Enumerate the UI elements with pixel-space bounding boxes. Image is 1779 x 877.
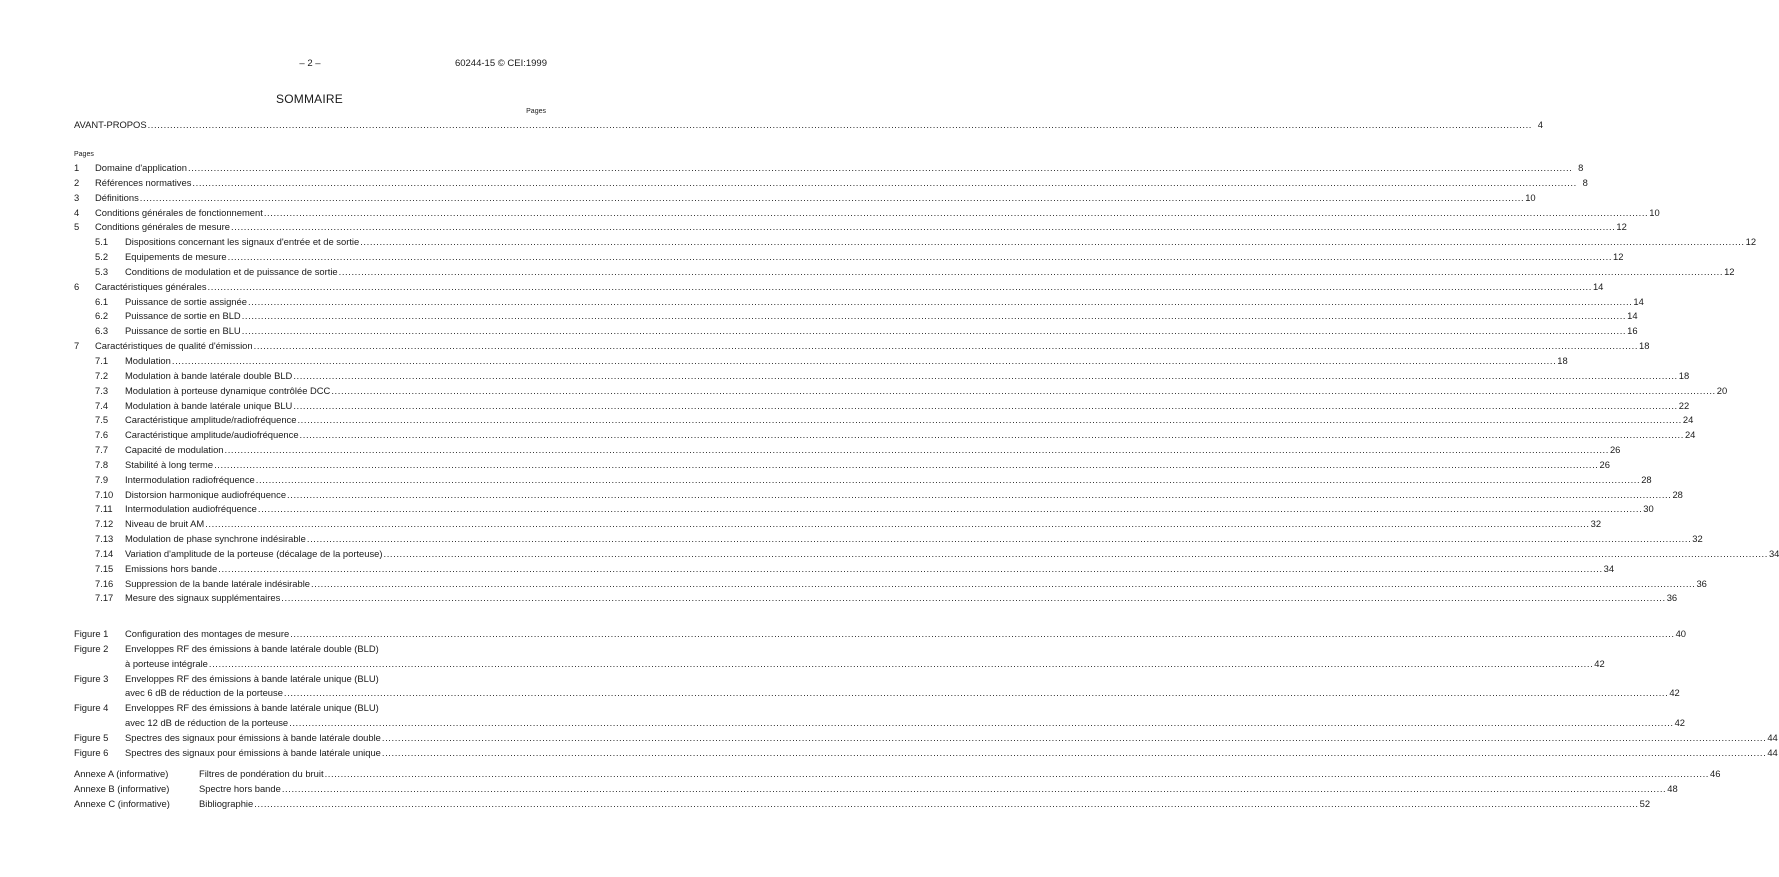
toc-row[interactable]: [74, 547, 1779, 562]
toc-entry-number: 7.13: [95, 533, 114, 545]
toc-entry-page: 28: [1672, 488, 1683, 500]
figure-caption-line: Enveloppes RF des émissions à bande latérale unique (BLU): [125, 702, 379, 714]
dot-leader: [293, 399, 1677, 414]
toc-row[interactable]: [74, 339, 1650, 354]
toc-row: [74, 716, 1685, 731]
toc-entry-page: 26: [1599, 458, 1610, 470]
toc-entry-number: 7.2: [95, 369, 109, 381]
figure-entry[interactable]: [74, 672, 1680, 702]
toc-entry-page: 12: [1613, 251, 1624, 263]
toc-entry-text: Références normatives: [95, 176, 192, 188]
figure-entry[interactable]: [74, 746, 1778, 761]
annex-title: Filtres de pondération du bruit: [199, 768, 324, 779]
toc-row[interactable]: [74, 161, 1584, 176]
toc-entry-text: Conditions de modulation et de puissance de sortie: [125, 265, 338, 277]
toc-entry-page: 28: [1641, 473, 1652, 485]
toc-row[interactable]: [74, 413, 1694, 428]
toc-row[interactable]: [74, 118, 1544, 133]
dot-leader: [264, 206, 1648, 221]
dot-leader: [242, 324, 1626, 339]
toc-entry-number: 3: [74, 191, 80, 203]
dot-leader: [231, 220, 1615, 235]
toc-entry-number: 7.1: [95, 354, 109, 366]
toc-annexes: [74, 767, 1721, 812]
figure-caption-line: avec 6 dB de réduction de la porteuse: [125, 687, 283, 699]
toc-entry-page: 16: [1627, 325, 1638, 337]
toc-entry-text: Puissance de sortie assignée: [125, 295, 247, 307]
toc-entry-text: Domaine d'application: [95, 162, 187, 173]
toc-entry-text: Intermodulation radiofréquence: [125, 473, 255, 485]
toc-entry-number: 6.1: [95, 295, 109, 307]
figure-number: Figure 2: [74, 642, 109, 654]
dot-leader: [225, 443, 1609, 458]
dot-leader: [208, 280, 1592, 295]
toc-entry-page: 18: [1639, 340, 1650, 352]
toc-row: [74, 746, 1778, 761]
pages-label-left: Pages: [74, 151, 94, 158]
dot-leader: [140, 191, 1524, 206]
toc-entry-text: Modulation à porteuse dynamique contrôlée DCC: [125, 384, 331, 396]
figure-entry[interactable]: [74, 701, 1685, 731]
toc-entry-page: 10: [1525, 191, 1536, 203]
toc-row[interactable]: [74, 488, 1683, 503]
dot-leader: [214, 458, 1598, 473]
toc-entry-number: 5.1: [95, 236, 109, 248]
toc-row[interactable]: [74, 443, 1621, 458]
toc-entry-page: 24: [1684, 429, 1696, 441]
toc-entry-number: 5.2: [95, 251, 109, 263]
toc-row[interactable]: [74, 517, 1602, 532]
toc-entry-page: 12: [1745, 236, 1757, 248]
toc-entry-text: Stabilité à long terme: [125, 458, 214, 470]
dot-leader: [281, 591, 1665, 606]
toc-row[interactable]: [74, 324, 1638, 339]
toc-entry-number: 7.4: [95, 399, 109, 411]
toc-entry-number: 7.17: [95, 592, 114, 604]
dot-leader: [311, 577, 1695, 592]
toc-entry-page: 8: [1582, 176, 1588, 188]
dot-leader: [300, 428, 1684, 443]
toc-row[interactable]: [74, 235, 1757, 250]
document-reference: 60244-15 © CEI:1999: [454, 58, 547, 69]
toc-row[interactable]: [74, 562, 1615, 577]
dot-leader: [209, 657, 1593, 672]
toc-entry-page: 8: [1578, 162, 1584, 173]
dot-leader: [297, 413, 1681, 428]
toc-entry-page: 22: [1678, 399, 1690, 411]
annex-label: Annexe B (informative): [74, 782, 170, 794]
toc-entry-text: Mesure des signaux supplémentaires: [125, 592, 281, 604]
dot-leader: [325, 767, 1709, 782]
figure-number: Figure 3: [74, 672, 109, 684]
figure-page: 44: [1767, 731, 1778, 743]
figure-caption-line: Spectres des signaux pour émissions à bande latérale double: [125, 731, 381, 743]
toc-entry-page: 14: [1633, 295, 1644, 307]
toc-entry-text: Conditions générales de mesure: [95, 221, 230, 233]
toc-entry-page: 14: [1627, 310, 1638, 322]
toc-entry-text: Modulation à bande latérale unique BLU: [125, 399, 293, 411]
toc-entry-text: Emissions hors bande: [125, 562, 218, 574]
toc-entry-number: 7.8: [95, 458, 109, 470]
toc-entry-page: 36: [1696, 577, 1707, 589]
toc-entry-text: Caractéristique amplitude/audiofréquence: [125, 429, 299, 441]
toc-row[interactable]: [74, 369, 1690, 384]
toc-entry-text: Modulation: [125, 354, 171, 366]
dot-leader: [282, 782, 1666, 797]
toc-row[interactable]: [74, 428, 1696, 443]
toc-entry-text: Dispositions concernant les signaux d'entrée et de sortie: [125, 236, 360, 248]
toc-entry-page: 30: [1643, 503, 1654, 515]
toc-row[interactable]: [74, 591, 1678, 606]
toc-entry-text: Caractéristique amplitude/radiofréquence: [125, 414, 297, 426]
figure-number: Figure 4: [74, 702, 109, 714]
toc-entry-text: Caractéristiques de qualité d'émission: [95, 340, 253, 352]
dot-leader: [258, 502, 1642, 517]
annex-page: 52: [1639, 797, 1651, 809]
figure-page: 42: [1594, 657, 1605, 669]
figure-caption-line: à porteuse intégrale: [125, 657, 208, 669]
toc-entry-page: 24: [1682, 414, 1694, 426]
toc-entry-text: Modulation de phase synchrone indésirable: [125, 533, 306, 545]
dot-leader: [360, 235, 1744, 250]
toc-entry-text: Puissance de sortie en BLD: [125, 310, 241, 322]
toc-entry-number: 7.5: [95, 414, 109, 426]
dot-leader: [307, 532, 1691, 547]
toc-entry-text: Conditions générales de fonctionnement: [95, 206, 263, 218]
toc-entry-number: 7.10: [95, 488, 114, 500]
toc-entry-text: Variation d'amplitude de la porteuse (décalage de la porteuse): [125, 547, 383, 559]
figure-page: 42: [1674, 717, 1685, 729]
figure-page: 44: [1767, 746, 1778, 758]
toc-entry-page: 26: [1609, 444, 1621, 456]
toc-entry-number: 6: [74, 280, 80, 292]
toc-entry-number: 7: [74, 340, 80, 352]
toc-row[interactable]: [74, 295, 1644, 310]
toc-entry-number: 7.11: [95, 503, 113, 515]
toc-row: [74, 686, 1680, 701]
toc-entry-number: 7.15: [95, 562, 114, 574]
figure-page: 40: [1675, 628, 1687, 639]
dot-leader: [339, 265, 1723, 280]
toc-entry-number: 2: [74, 176, 80, 188]
dot-leader: [256, 473, 1640, 488]
toc-entry-number: 7.12: [95, 518, 114, 530]
toc-entry-text: AVANT-PROPOS: [74, 119, 147, 130]
toc-entry-number: 6.3: [95, 325, 109, 337]
toc-row: [74, 731, 1778, 746]
toc-entry-text: Distorsion harmonique audiofréquence: [125, 488, 287, 500]
dot-leader: [192, 176, 1576, 191]
toc-entry-text: Intermodulation audiofréquence: [125, 503, 257, 515]
toc-row[interactable]: [74, 797, 1651, 812]
figure-caption-line: avec 12 dB de réduction de la porteuse: [125, 717, 289, 729]
dot-leader: [331, 384, 1715, 399]
toc-entry-number: 7.3: [95, 384, 109, 396]
page-title: SOMMAIRE: [276, 92, 343, 106]
dot-leader: [254, 797, 1638, 812]
toc-entry-page: 34: [1603, 562, 1615, 574]
toc-row: [74, 642, 546, 657]
toc-row: [74, 672, 546, 687]
annex-title: Bibliographie: [199, 797, 254, 809]
figure-number: Figure 6: [74, 746, 109, 758]
dot-leader: [382, 731, 1766, 746]
toc-row: [74, 627, 1687, 642]
toc-entry-page: 36: [1666, 592, 1678, 604]
figure-caption-line: Enveloppes RF des émissions à bande latérale unique (BLU): [125, 672, 379, 684]
toc-entry-text: Niveau de bruit AM: [125, 518, 205, 530]
toc-row[interactable]: [74, 502, 1654, 517]
figure-caption-line: Configuration des montages de mesure: [125, 628, 290, 639]
dot-leader: [382, 746, 1766, 761]
toc-avant-propos: [74, 118, 1544, 133]
dot-leader: [148, 118, 1532, 133]
figure-page: 42: [1669, 687, 1680, 699]
toc-row[interactable]: [74, 577, 1707, 592]
toc-row[interactable]: [74, 309, 1638, 324]
page-number: – 2 –: [299, 58, 321, 69]
dot-leader: [242, 309, 1626, 324]
toc-entry-page: 34: [1768, 547, 1779, 559]
toc-entry-page: 12: [1616, 221, 1627, 233]
toc-entry-text: Puissance de sortie en BLU: [125, 325, 241, 337]
annex-label: Annexe C (informative): [74, 797, 170, 809]
toc-entry-page: 32: [1692, 533, 1703, 545]
figure-number: Figure 1: [74, 628, 109, 639]
toc-entry-number: 7.7: [95, 444, 109, 456]
toc-entry-page: 18: [1678, 369, 1690, 381]
toc-row[interactable]: [74, 384, 1728, 399]
toc-entry-text: Suppression de la bande latérale indésirable: [125, 577, 311, 589]
toc-entry-text: Capacité de modulation: [125, 444, 224, 456]
dot-leader: [293, 369, 1677, 384]
toc-row[interactable]: [74, 782, 1678, 797]
toc-row: [74, 701, 546, 716]
toc-row[interactable]: [74, 206, 1660, 221]
dot-leader: [248, 295, 1632, 310]
dot-leader: [384, 547, 1768, 562]
toc-entry-page: 10: [1649, 206, 1660, 218]
toc-row[interactable]: [74, 250, 1624, 265]
toc-entry-page: 20: [1716, 384, 1728, 396]
toc-entry-text: Caractéristiques générales: [95, 280, 207, 292]
dot-leader: [172, 354, 1556, 369]
toc-row[interactable]: [74, 458, 1610, 473]
toc-entry-page: 12: [1724, 265, 1735, 277]
toc-entry-text: Modulation à bande latérale double BLD: [125, 369, 293, 381]
figure-caption-line: Enveloppes RF des émissions à bande latérale double (BLD): [125, 642, 379, 654]
toc-entry-number: 7.6: [95, 429, 109, 441]
toc-entry-text: Equipements de mesure: [125, 251, 227, 263]
toc-row[interactable]: [74, 767, 1721, 782]
toc-entry-page: 18: [1557, 354, 1568, 366]
toc-entry-number: 4: [74, 206, 80, 218]
figure-number: Figure 5: [74, 731, 109, 743]
pages-label-right: Pages: [526, 108, 546, 115]
figure-entry[interactable]: [74, 731, 1778, 746]
annex-label: Annexe A (informative): [74, 768, 169, 779]
toc-entry-page: 4: [1537, 119, 1544, 130]
dot-leader: [228, 250, 1612, 265]
toc-entry-number: 6.2: [95, 310, 109, 322]
toc-row[interactable]: [74, 354, 1568, 369]
annex-page: 48: [1667, 782, 1678, 794]
dot-leader: [188, 161, 1572, 176]
toc-sections: [74, 161, 1779, 606]
toc-entry-number: 7.14: [95, 547, 114, 559]
toc-entry-number: 1: [74, 162, 80, 173]
toc-row[interactable]: [74, 280, 1604, 295]
toc-row[interactable]: [74, 532, 1703, 547]
toc-entry-number: 5.3: [95, 265, 109, 277]
annex-title: Spectre hors bande: [199, 782, 281, 794]
toc-entry-text: Définitions: [95, 191, 139, 203]
toc-figures: [74, 627, 1778, 761]
figure-caption-line: Spectres des signaux pour émissions à bande latérale unique: [125, 746, 381, 758]
dot-leader: [254, 339, 1638, 354]
toc-entry-number: 7.16: [95, 577, 114, 589]
dot-leader: [289, 716, 1673, 731]
dot-leader: [287, 488, 1671, 503]
toc-entry-page: 14: [1592, 280, 1604, 292]
figure-entry[interactable]: [74, 642, 1605, 672]
dot-leader: [205, 517, 1589, 532]
toc-entry-page: 32: [1590, 518, 1602, 530]
toc-row[interactable]: [74, 220, 1627, 235]
toc-row[interactable]: [74, 399, 1690, 414]
annex-page: 46: [1709, 768, 1721, 779]
toc-row: [74, 657, 1605, 672]
toc-row[interactable]: [74, 191, 1536, 206]
toc-row[interactable]: [74, 265, 1735, 280]
toc-entry-number: 5: [74, 221, 80, 233]
toc-row[interactable]: [74, 473, 1652, 488]
dot-leader: [284, 686, 1668, 701]
dot-leader: [218, 562, 1602, 577]
toc-entry-number: 7.9: [95, 473, 109, 485]
figure-entry[interactable]: [74, 627, 1687, 642]
dot-leader: [290, 627, 1674, 642]
toc-row[interactable]: [74, 176, 1588, 191]
